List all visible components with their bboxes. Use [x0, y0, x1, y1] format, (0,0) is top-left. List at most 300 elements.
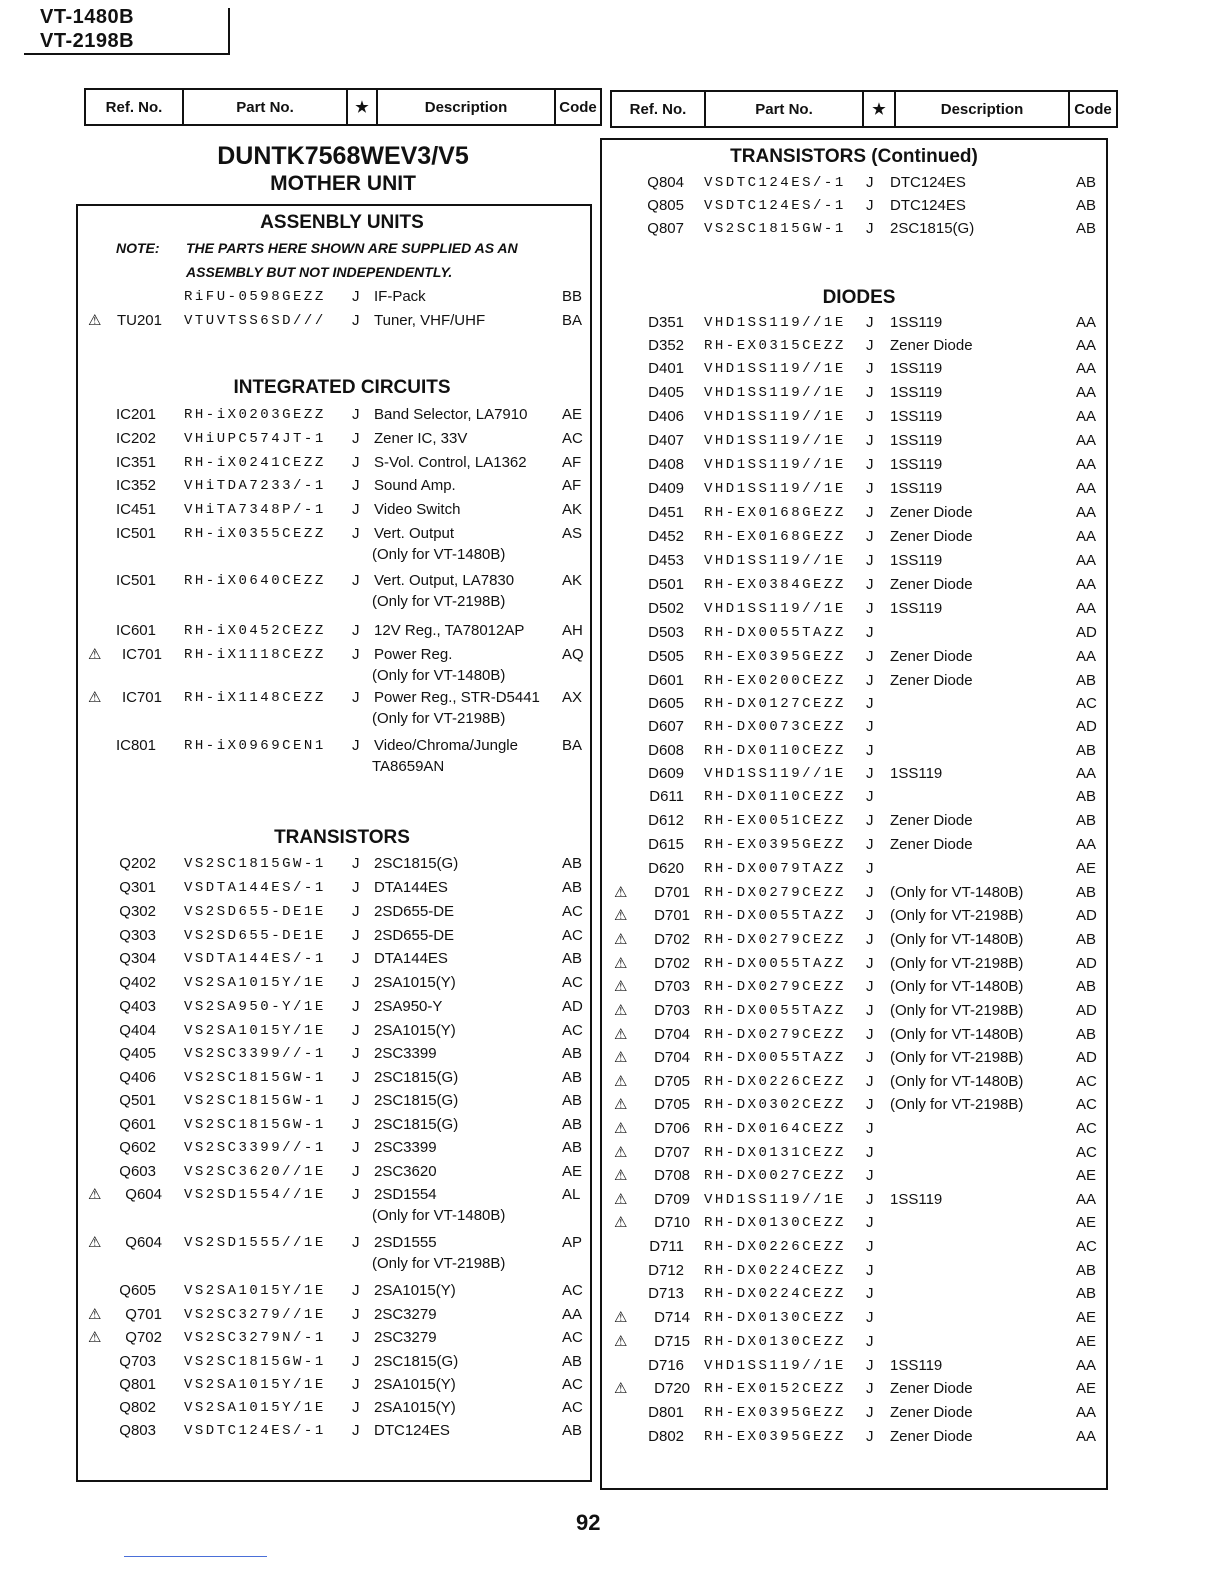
price-code: AC	[562, 1282, 583, 1299]
j-marker: J	[866, 528, 874, 545]
description: 1SS119	[890, 600, 943, 617]
ref-no: D351	[648, 314, 684, 331]
price-code: AB	[562, 1422, 583, 1439]
j-marker: J	[352, 406, 360, 423]
price-code: AH	[562, 622, 583, 639]
table-row	[0, 1426, 1224, 1448]
warning-icon: ⚠	[614, 1380, 628, 1397]
price-code: AA	[1076, 1404, 1097, 1421]
ref-no: Q801	[119, 1376, 156, 1393]
table-row	[0, 550, 1224, 572]
j-marker: J	[866, 1404, 874, 1421]
table-row	[0, 1378, 1224, 1400]
table-row	[0, 454, 1224, 476]
part-no: VS2SC3279//1E	[184, 1307, 326, 1323]
price-code: AD	[1076, 624, 1097, 641]
ref-no: Q303	[119, 927, 156, 944]
ref-no: IC701	[121, 646, 162, 663]
description: 1SS119	[890, 456, 943, 473]
warning-icon: ⚠	[88, 1306, 102, 1323]
j-marker: J	[352, 950, 360, 967]
price-code: AC	[562, 974, 583, 991]
part-no: RH-DX0279CEZZ	[704, 979, 846, 995]
ref-no: D605	[648, 695, 684, 712]
part-no: RH-iX0203GEZZ	[184, 407, 326, 423]
description: Zener Diode	[890, 1428, 973, 1445]
j-marker: J	[352, 501, 360, 518]
j-marker: J	[352, 1353, 360, 1370]
table-row	[0, 905, 1224, 927]
description: Zener Diode	[890, 672, 973, 689]
ref-no: D703	[654, 1002, 690, 1019]
part-no: RH-DX0226CEZZ	[704, 1239, 846, 1255]
description: 2SC3620	[374, 1163, 437, 1180]
price-code: AB	[562, 1069, 583, 1086]
j-marker: J	[352, 312, 360, 329]
table-row	[0, 1260, 1224, 1282]
j-marker: J	[352, 525, 360, 542]
table-row	[0, 526, 1224, 548]
description: Zener Diode	[890, 504, 973, 521]
price-code: AC	[562, 903, 583, 920]
table-row	[0, 286, 1224, 308]
j-marker: J	[866, 576, 874, 593]
j-marker: J	[866, 337, 874, 354]
ref-no: D451	[648, 504, 684, 521]
description: DTC124ES	[890, 197, 966, 214]
part-no: RH-DX0131CEZZ	[704, 1145, 846, 1161]
ref-no: D452	[648, 528, 684, 545]
part-no: RH-DX0055TAZZ	[704, 956, 846, 972]
price-code: AD	[1076, 718, 1097, 735]
part-no: VSDTC124ES/-1	[184, 1423, 326, 1439]
price-code: AB	[562, 1353, 583, 1370]
price-code: AC	[562, 927, 583, 944]
part-no: VS2SD1554//1E	[184, 1187, 326, 1203]
part-no: VHD1SS119//1E	[704, 766, 846, 782]
part-no: VS2SD655-DE1E	[184, 928, 326, 944]
ref-no: Q304	[119, 950, 156, 967]
header-description: Description	[896, 92, 1070, 126]
ref-no: D704	[654, 1026, 690, 1043]
description-continued: (Only for VT-1480B)	[372, 1207, 506, 1224]
ref-no: D801	[648, 1404, 684, 1421]
description-continued: (Only for VT-2198B)	[372, 593, 506, 610]
j-marker: J	[866, 1428, 874, 1445]
table-row	[0, 1212, 1224, 1234]
j-marker: J	[866, 1026, 874, 1043]
part-no: RH-iX0355CEZZ	[184, 526, 326, 542]
price-code: AC	[562, 430, 583, 447]
ref-no: D502	[648, 600, 684, 617]
description: 2SC1815(G)	[890, 220, 975, 237]
table-row	[0, 1094, 1224, 1116]
description: 2SC3399	[374, 1045, 437, 1062]
description: 1SS119	[890, 384, 943, 401]
description: 2SC3279	[374, 1306, 437, 1323]
note-line-2: ASSEMBLY BUT NOT INDEPENDENTLY.	[186, 264, 453, 280]
table-row	[0, 1142, 1224, 1164]
part-no: VS2SD655-DE1E	[184, 904, 326, 920]
part-no: RH-EX0051CEZZ	[704, 813, 846, 829]
table-row	[0, 1307, 1224, 1329]
j-marker: J	[352, 998, 360, 1015]
price-code: AA	[1076, 1357, 1097, 1374]
j-marker: J	[866, 648, 874, 665]
description: 2SC1815(G)	[374, 1092, 459, 1109]
price-code: AC	[1076, 1238, 1097, 1255]
j-marker: J	[866, 1333, 874, 1350]
price-code: AK	[562, 501, 583, 518]
warning-icon: ⚠	[614, 1214, 628, 1231]
table-row	[0, 716, 1224, 738]
table-row	[0, 598, 1224, 620]
table-row	[0, 1165, 1224, 1187]
price-code: AC	[562, 1022, 583, 1039]
table-row	[0, 1331, 1224, 1353]
ref-no: Q807	[647, 220, 684, 237]
price-code: AD	[562, 998, 583, 1015]
description: Zener Diode	[890, 528, 973, 545]
j-marker: J	[866, 955, 874, 972]
price-code: AB	[1076, 931, 1097, 948]
part-no: VSDTC124ES/-1	[704, 198, 846, 214]
section-integrated-circuits: INTEGRATED CIRCUITS	[233, 377, 451, 398]
part-no: RH-iX1148CEZZ	[184, 690, 326, 706]
ref-no: Q302	[119, 903, 156, 920]
j-marker: J	[866, 600, 874, 617]
part-no: RH-EX0395GEZZ	[704, 1405, 846, 1421]
ref-no: D715	[654, 1333, 690, 1350]
price-code: AD	[1076, 1002, 1097, 1019]
description: 1SS119	[890, 480, 943, 497]
warning-icon: ⚠	[614, 1049, 628, 1066]
warning-icon: ⚠	[614, 1309, 628, 1326]
table-row	[0, 335, 1224, 357]
ref-no: D505	[648, 648, 684, 665]
part-no: VHD1SS119//1E	[704, 433, 846, 449]
description: Sound Amp.	[374, 477, 456, 494]
description: Power Reg., STR-D5441	[374, 689, 540, 706]
part-no: VS2SA950-Y/1E	[184, 999, 326, 1015]
ref-no: D401	[648, 360, 684, 377]
ref-no: Q405	[119, 1045, 156, 1062]
header-ref: Ref. No.	[86, 90, 184, 124]
table-row	[0, 646, 1224, 668]
description: Zener Diode	[890, 836, 973, 853]
j-marker: J	[866, 812, 874, 829]
description: 2SA1015(Y)	[374, 1399, 456, 1416]
price-code: AB	[562, 1116, 583, 1133]
part-no: VS2SA1015Y/1E	[184, 1023, 326, 1039]
part-no: VHiTA7348P/-1	[184, 502, 326, 518]
description: (Only for VT-2198B)	[890, 1049, 1024, 1066]
j-marker: J	[352, 1329, 360, 1346]
part-no: VS2SC3279N/-1	[184, 1330, 326, 1346]
part-no: VHD1SS119//1E	[704, 1192, 846, 1208]
ref-no: D702	[654, 931, 690, 948]
description-continued: TA8659AN	[372, 758, 445, 775]
table-row	[0, 670, 1224, 692]
table-row	[0, 740, 1224, 762]
ref-no: D405	[648, 384, 684, 401]
part-no: RH-EX0168GEZZ	[704, 505, 846, 521]
description: Tuner, VHF/UHF	[374, 312, 486, 329]
warning-icon: ⚠	[614, 931, 628, 948]
part-no: VHD1SS119//1E	[704, 481, 846, 497]
j-marker: J	[866, 836, 874, 853]
part-no: VS2SC3620//1E	[184, 1164, 326, 1180]
price-code: AA	[1076, 384, 1097, 401]
ref-no: D707	[654, 1144, 690, 1161]
price-code: AA	[1076, 576, 1097, 593]
warning-icon: ⚠	[614, 1073, 628, 1090]
j-marker: J	[866, 907, 874, 924]
table-row	[0, 574, 1224, 596]
description: Zener IC, 33V	[374, 430, 468, 447]
j-marker: J	[352, 1092, 360, 1109]
description: Zener Diode	[890, 1404, 973, 1421]
ref-no: IC701	[121, 689, 162, 706]
price-code: AE	[1076, 1167, 1097, 1184]
price-code: AB	[1076, 742, 1097, 759]
header-code: Code	[1074, 100, 1112, 118]
description: 2SC3399	[374, 1139, 437, 1156]
ref-no: D703	[654, 978, 690, 995]
description: Power Reg.	[374, 646, 453, 663]
part-no: VHD1SS119//1E	[704, 385, 846, 401]
price-code: AC	[1076, 1120, 1097, 1137]
part-no: RH-DX0224CEZZ	[704, 1286, 846, 1302]
part-no: VSDTC124ES/-1	[704, 175, 846, 191]
description-continued: (Only for VT-2198B)	[372, 710, 506, 727]
price-code: BA	[562, 737, 583, 754]
ref-no: Q604	[125, 1186, 162, 1203]
price-code: AB	[1076, 812, 1097, 829]
j-marker: J	[352, 1282, 360, 1299]
page-number: 92	[576, 1510, 601, 1535]
price-code: AB	[1076, 1262, 1097, 1279]
part-no: RH-DX0055TAZZ	[704, 908, 846, 924]
section-transistors-continued: TRANSISTORS (Continued)	[730, 146, 978, 167]
part-no: RH-EX0152CEZZ	[704, 1381, 846, 1397]
price-code: AL	[562, 1186, 581, 1203]
description: 1SS119	[890, 765, 943, 782]
table-header-left	[84, 88, 602, 126]
description: (Only for VT-1480B)	[890, 1073, 1024, 1090]
part-no: RH-DX0073CEZZ	[704, 719, 846, 735]
description: 1SS119	[890, 360, 943, 377]
part-no: VS2SA1015Y/1E	[184, 1283, 326, 1299]
ref-no: D607	[648, 718, 684, 735]
note-label: NOTE:	[116, 240, 160, 256]
part-no: RH-DX0055TAZZ	[704, 1003, 846, 1019]
note-line-1: THE PARTS HERE SHOWN ARE SUPPLIED AS AN	[186, 240, 518, 256]
description: DTC124ES	[890, 174, 966, 191]
j-marker: J	[352, 1234, 360, 1251]
ref-no: Q805	[647, 197, 684, 214]
part-no: RH-DX0226CEZZ	[704, 1074, 846, 1090]
part-no: VS2SC1815GW-1	[184, 856, 326, 872]
price-code: AA	[1076, 600, 1097, 617]
j-marker: J	[866, 197, 874, 214]
part-no: VS2SC3399//-1	[184, 1046, 326, 1062]
description: (Only for VT-2198B)	[890, 1002, 1024, 1019]
j-marker: J	[866, 672, 874, 689]
part-no: VS2SC1815GW-1	[184, 1093, 326, 1109]
table-row	[0, 478, 1224, 500]
part-no: RH-EX0168GEZZ	[704, 529, 846, 545]
price-code: AA	[1076, 360, 1097, 377]
price-code: AC	[1076, 1073, 1097, 1090]
price-code: BA	[562, 312, 583, 329]
description: 2SD655-DE	[374, 903, 455, 920]
price-code: AB	[562, 1092, 583, 1109]
price-code: AB	[562, 1045, 583, 1062]
ref-no: D720	[654, 1380, 690, 1397]
j-marker: J	[866, 314, 874, 331]
part-no: VS2SD1555//1E	[184, 1235, 326, 1251]
warning-icon: ⚠	[88, 1329, 102, 1346]
ref-no: IC501	[115, 572, 156, 589]
price-code: AA	[1076, 528, 1097, 545]
part-no: RH-EX0395GEZZ	[704, 837, 846, 853]
table-row	[0, 1118, 1224, 1140]
j-marker: J	[866, 1357, 874, 1374]
table-row	[0, 1189, 1224, 1211]
ref-no: D608	[648, 742, 684, 759]
ref-no: Q402	[119, 974, 156, 991]
table-row	[0, 406, 1224, 428]
table-row	[0, 953, 1224, 975]
j-marker: J	[352, 454, 360, 471]
price-code: AC	[562, 1376, 583, 1393]
price-code: AE	[1076, 1309, 1097, 1326]
j-marker: J	[866, 408, 874, 425]
ref-no: IC451	[115, 501, 156, 518]
table-row	[0, 1402, 1224, 1424]
part-no: RH-iX0452CEZZ	[184, 623, 326, 639]
ref-no: Q404	[119, 1022, 156, 1039]
j-marker: J	[352, 1045, 360, 1062]
part-no: VS2SC1815GW-1	[184, 1354, 326, 1370]
ref-no: D501	[648, 576, 684, 593]
ref-no: Q501	[119, 1092, 156, 1109]
table-header-right	[610, 90, 1118, 128]
j-marker: J	[866, 624, 874, 641]
part-no: VS2SA1015Y/1E	[184, 1400, 326, 1416]
table-row	[0, 858, 1224, 880]
part-no: RH-EX0395GEZZ	[704, 1429, 846, 1445]
description: Zener Diode	[890, 648, 973, 665]
ref-no: D620	[648, 860, 684, 877]
j-marker: J	[866, 384, 874, 401]
part-no: RH-DX0127CEZZ	[704, 696, 846, 712]
j-marker: J	[866, 884, 874, 901]
description: DTA144ES	[374, 879, 448, 896]
description: Band Selector, LA7910	[374, 406, 528, 423]
price-code: AD	[1076, 907, 1097, 924]
description: Zener Diode	[890, 1380, 973, 1397]
price-code: AE	[562, 1163, 583, 1180]
j-marker: J	[866, 860, 874, 877]
description: Zener Diode	[890, 337, 973, 354]
description: 2SC1815(G)	[374, 1069, 459, 1086]
table-row	[0, 763, 1224, 785]
part-no: VHD1SS119//1E	[704, 1358, 846, 1374]
price-code: AA	[1076, 432, 1097, 449]
j-marker: J	[866, 360, 874, 377]
j-marker: J	[866, 718, 874, 735]
part-no: VS2SC1815GW-1	[704, 221, 846, 237]
price-code: AC	[1076, 1144, 1097, 1161]
description: (Only for VT-1480B)	[890, 884, 1024, 901]
warning-icon: ⚠	[614, 1167, 628, 1184]
j-marker: J	[352, 1306, 360, 1323]
warning-icon: ⚠	[614, 1144, 628, 1161]
part-no: RH-iX0969CEN1	[184, 738, 326, 754]
ref-no: D705	[654, 1073, 690, 1090]
ref-no: Q703	[119, 1353, 156, 1370]
warning-icon: ⚠	[614, 907, 628, 924]
ref-no: Q803	[119, 1422, 156, 1439]
header-code: Code	[559, 98, 597, 116]
ref-no: Q601	[119, 1116, 156, 1133]
table-row	[0, 810, 1224, 832]
price-code: AE	[1076, 1333, 1097, 1350]
price-code: BB	[562, 288, 583, 305]
description: 2SA1015(Y)	[374, 1376, 456, 1393]
warning-icon: ⚠	[614, 1026, 628, 1043]
j-marker: J	[866, 456, 874, 473]
price-code: AA	[562, 1306, 583, 1323]
j-marker: J	[866, 695, 874, 712]
price-code: AA	[1076, 408, 1097, 425]
ref-no: Q603	[119, 1163, 156, 1180]
price-code: AQ	[562, 646, 584, 663]
description: (Only for VT-2198B)	[890, 907, 1024, 924]
description: 2SD1554	[374, 1186, 437, 1203]
part-no: RH-iX0640CEZZ	[184, 573, 326, 589]
price-code: AB	[562, 950, 583, 967]
description: 1SS119	[890, 432, 943, 449]
price-code: AD	[1076, 1049, 1097, 1066]
description: Vert. Output, LA7830	[374, 572, 515, 589]
warning-icon: ⚠	[88, 312, 102, 329]
price-code: AA	[1076, 765, 1097, 782]
j-marker: J	[352, 477, 360, 494]
part-no: RH-EX0315CEZZ	[704, 338, 846, 354]
price-code: AB	[1076, 220, 1097, 237]
price-code: AB	[1076, 978, 1097, 995]
j-marker: J	[866, 552, 874, 569]
ref-no: Q701	[125, 1306, 162, 1323]
warning-icon: ⚠	[614, 1191, 628, 1208]
description: (Only for VT-1480B)	[890, 1026, 1024, 1043]
price-code: AB	[562, 879, 583, 896]
j-marker: J	[352, 1069, 360, 1086]
price-code: AA	[1076, 836, 1097, 853]
ref-no: D453	[648, 552, 684, 569]
description: (Only for VT-1480B)	[890, 931, 1024, 948]
price-code: AA	[1076, 1428, 1097, 1445]
j-marker: J	[352, 1186, 360, 1203]
price-code: AP	[562, 1234, 583, 1251]
description: 1SS119	[890, 314, 943, 331]
table-row	[0, 834, 1224, 856]
part-no: VHD1SS119//1E	[704, 315, 846, 331]
ref-no: D713	[648, 1285, 684, 1302]
